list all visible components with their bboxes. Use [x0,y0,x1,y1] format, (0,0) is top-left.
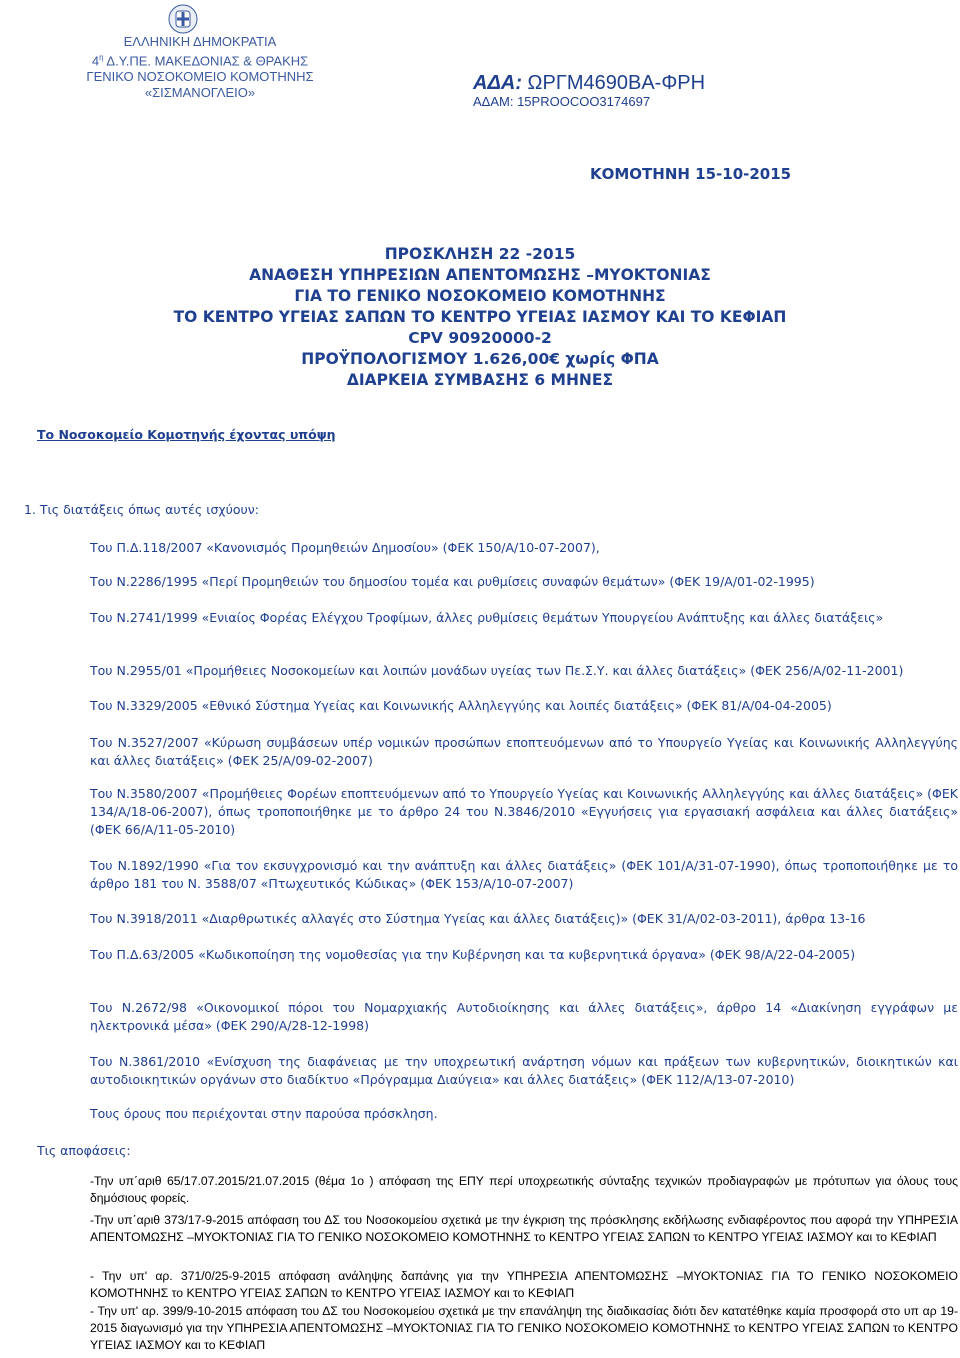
law-item: Του Ν.3580/2007 «Προμήθειες Φορέων εποπτευόμενων από το Υπουργείο Υγείας και Κοινωνικής Αλληλεγγύης και άλλες διατάξεις» (ΦΕΚ 134/Α/18-06-2007), όπως τροποποιήθηκε με το άρθρο 24 του Ν.3846/2010 «Εγγυήσεις για εργασιακή ασφάλεια και άλλες διατάξεις» (ΦΕΚ 66/Α/11-05-2010) [90,786,958,837]
title-line-1: ΠΡΟΣΚΛΗΣΗ 22 -2015 [384,245,576,263]
intro-heading: Το Νοσοκομείο Κομοτηνής έχοντας υπόψη [37,427,336,442]
law-item: Του Ν.2286/1995 «Περί Προμηθειών του δημοσίου τομέα και ρυθμίσεις συναφών θεμάτων» (ΦΕΚ 19/Α/01-02-1995) [90,574,815,589]
issuer-line-1: ΕΛΛΗΝΙΚΗ ΔΗΜΟΚΡΑΤΙΑ [123,34,277,49]
issuer-line-2: $4^\eta$ Δ.Υ.ΠΕ. ΜΑΚΕΔΟΝΙΑΣ & ΘΡΑΚΗΣ [91,53,309,69]
ada-code: ΑΔΑ: ΩΡΓΜ4690ΒΑ-ΦΡΗ [473,72,706,94]
decisions-label: Τις αποφάσεις: [37,1143,131,1158]
law-item: Του Ν.2672/98 «Οικονομικοί πόροι του Νομαρχιακής Αυτοδιοίκησης και άλλες διατάξεις», άρθρο 14 «Διακίνηση εγγράφων με ηλεκτρονικά μέσα» (ΦΕΚ 290/Α/28-12-1998) [90,1000,958,1033]
decision-item: -Την υπ΄αριθ 373/17-9-2015 απόφαση του ΔΣ του Νοσοκομείου σχετικά με την έγκριση της πρόσκλησης εκδήλωσης ενδιαφέροντος που αφορά την ΥΠΗΡΕΣΙΑ ΑΠΕΝΤΟΜΩΣΗΣ –ΜΥΟΚΤΟΝΙΑΣ ΓΙΑ ΤΟ ΓΕΝΙΚΟ ΝΟΣΟΚΟΜΕΙΟ ΚΟΜΟΤΗΝΗΣ το ΚΕΝΤΡΟ ΥΓΕΙΑΣ ΣΑΠΩΝ το ΚΕΝΤΡΟ ΥΓΕΙΑΣ ΙΑΣΜΟΥ και το ΚΕΦΙΑΠ [90,1213,958,1244]
decision-item: - Την υπ' αρ. 371/0/25-9-2015 απόφαση ανάληψης δαπάνης για την ΥΠΗΡΕΣΙΑ ΑΠΕΝΤΟΜΩΣΗΣ –ΜΥΟΚΤΟΝΙΑΣ ΓΙΑ ΤΟ ΓΕΝΙΚΟ ΝΟΣΟΚΟΜΕΙΟ ΚΟΜΟΤΗΝΗΣ το ΚΕΝΤΡΟ ΥΓΕΙΑΣ ΣΑΠΩΝ το ΚΕΝΤΡΟ ΥΓΕΙΑΣ ΙΑΣΜΟΥ και το ΚΕΦΙΑΠ [90,1269,958,1300]
decision-item: - Την υπ' αρ. 399/9-10-2015 απόφαση του ΔΣ του Νοσοκομείου σχετικά με την επανάληψη της διαδικασίας διότι δεν κατατέθηκε καμία προσφορά στο υπ αρ 19-2015 διαγωνισμό για την ΥΠΗΡΕΣΙΑ ΑΠΕΝΤΟΜΩΣΗΣ –ΜΥΟΚΤΟΝΙΑΣ ΓΙΑ ΤΟ ΓΕΝΙΚΟ ΝΟΣΟΚΟΜΕΙΟ ΚΟΜΟΤΗΝΗΣ το ΚΕΝΤΡΟ ΥΓΕΙΑΣ ΣΑΠΩΝ το ΚΕΝΤΡΟ ΥΓΕΙΑΣ ΙΑΣΜΟΥ και το ΚΕΦΙΑΠ [90,1304,958,1352]
decision-item: -Την υπ΄αριθ 65/17.07.2015/21.07.2015 (θέμα 1ο ) απόφαση της ΕΠΥ περί υποχρεωτικής σύνταξης τεχνικών προδιαγραφών με πρότυπων για όλους τους δημόσιους φορείς. [90,1174,958,1205]
title-line-2: ΑΝΑΘΕΣΗ ΥΠΗΡΕΣΙΩΝ ΑΠΕΝΤΟΜΩΣΗΣ –ΜΥΟΚΤΟΝΙΑΣ [249,266,711,284]
title-line-4: ΤΟ ΚΕΝΤΡΟ ΥΓΕΙΑΣ ΣΑΠΩΝ ΤΟ ΚΕΝΤΡΟ ΥΓΕΙΑΣ ΙΑΣΜΟΥ ΚΑΙ ΤΟ ΚΕΦΙΑΠ [173,308,787,326]
greek-emblem-icon [168,4,198,34]
law-item: Του Ν.3527/2007 «Κύρωση συμβάσεων υπέρ νομικών προσώπων εποπτευόμενων από το Υπουργείο Υγείας και Κοινωνικής Αλληλεγγύης και άλλες διατάξεις» (ΦΕΚ 25/Α/09-02-2007) [90,735,958,768]
title-line-6: ΠΡΟΫΠΟΛΟΓΙΣΜΟΥ 1.626,00€ χωρίς ΦΠΑ [301,350,659,368]
issuer-line-3: ΓΕΝΙΚΟ ΝΟΣΟΚΟΜΕΙΟ ΚΟΜΟΤΗΝΗΣ [86,69,314,85]
law-item: Του Ν.3861/2010 «Ενίσχυση της διαφάνειας με την υποχρεωτική ανάρτηση νόμων και πράξεων των κυβερνητικών, διοικητικών και αυτοδιοικητικών οργάνων στο διαδίκτυο «Πρόγραμμα Διαύγεια» και άλλες διατάξεις» (ΦΕΚ 112/Α/13-07-2010) [90,1054,958,1087]
law-item: Του Ν.3329/2005 «Εθνικό Σύστημα Υγείας και Κοινωνικής Αλληλεγγύης και λοιπές διατάξεις» (ΦΕΚ 81/Α/04-04-2005) [90,698,832,713]
law-item: Του Ν.2741/1999 «Ενιαίος Φορέας Ελέγχου Τροφίμων, άλλες ρυθμίσεις θεμάτων Υπουργείου Ανάπτυξης και άλλες διατάξεις» [90,610,884,625]
law-item: Του Π.Δ.118/2007 «Κανονισμός Προμηθειών Δημοσίου» (ΦΕΚ 150/Α/10-07-2007), [90,540,600,555]
title-line-3: ΓΙΑ ΤΟ ΓΕΝΙΚΟ ΝΟΣΟΚΟΜΕΙΟ ΚΟΜΟΤΗΝΗΣ [294,287,666,305]
law-item: Του Ν.1892/1990 «Για τον εκσυγχρονισμό και την ανάπτυξη και άλλες διατάξεις» (ΦΕΚ 101/Α/31-07-1990), όπως τροποποιήθηκε με το άρθρο 181 του Ν. 3588/07 «Πτωχευτικός Κώδικας» (ΦΕΚ 153/Α/10-07-2007) [90,858,958,891]
document-title [130,244,830,391]
issuer-block [80,34,320,101]
title-line-7: ΔΙΑΡΚΕΙΑ ΣΥΜΒΑΣΗΣ 6 ΜΗΝΕΣ [346,371,614,389]
adam-code: ΑΔΑΜ: 15PROOCOO3174697 [473,94,651,109]
title-line-5: CPV 90920000-2 [408,329,552,347]
law-item: Του Ν.2955/01 «Προμήθειες Νοσοκομείων και λοιπών μονάδων υγείας των Πε.Σ.Υ. και άλλες διατάξεις» (ΦΕΚ 256/Α/02-11-2001) [90,663,904,678]
place-date: ΚΟΜΟΤΗΝΗ 15-10-2015 [590,165,792,183]
law-item: Τους όρους που περιέχονται στην παρούσα πρόσκληση. [90,1106,438,1121]
issuer-line-4: «ΣΙΣΜΑΝΟΓΛΕΙΟ» [144,85,256,101]
law-item: Του Π.Δ.63/2005 «Κωδικοποίηση της νομοθεσίας για την Κυβέρνηση και τα κυβερνητικά όργανα» (ΦΕΚ 98/Α/22-04-2005) [90,947,856,962]
item-1-label: 1. Τις διατάξεις όπως αυτές ισχύουν: [24,502,259,517]
law-item: Του Ν.3918/2011 «Διαρθρωτικές αλλαγές στο Σύστημα Υγείας και άλλες διατάξεις)» (ΦΕΚ 31/Α/02-03-2011), άρθρα 13-16 [90,911,866,926]
